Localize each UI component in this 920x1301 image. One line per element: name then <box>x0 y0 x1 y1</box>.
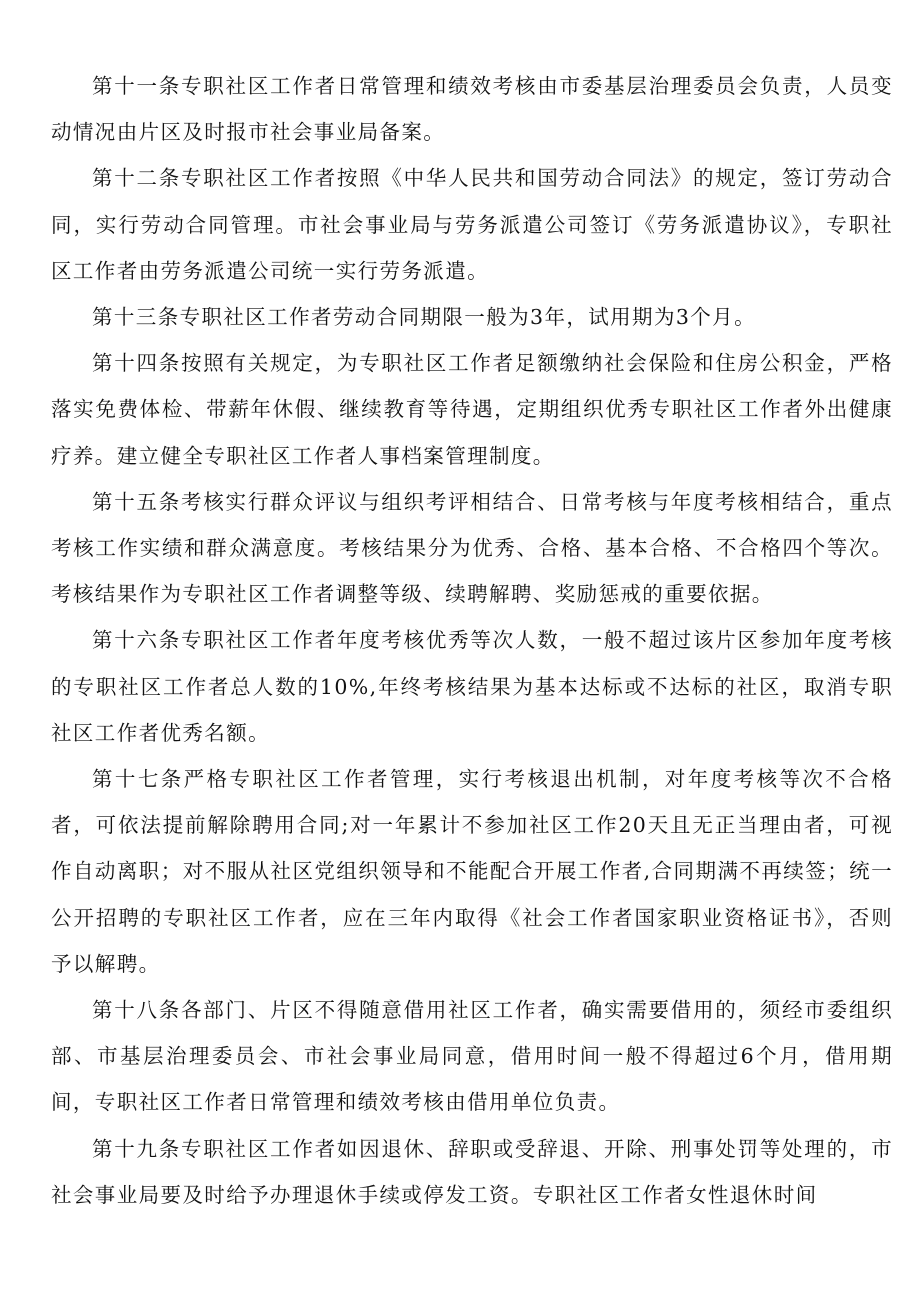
document-page <box>51 63 893 1218</box>
article-14-paragraph: 第十四条按照有关规定，为专职社区工作者足额缴纳社会保险和住房公积金，严格落实免费体检、带薪年休假、继续教育等待遇，定期组织优秀专职社区工作者外出健康疗养。建立健全专职社区工作者人事档案管理制度。 <box>51 351 893 468</box>
article-18-paragraph: 第十八条各部门、片区不得随意借用社区工作者，确实需要借用的，须经市委组织部、市基层治理委员会、市社会事业局同意，借用时间一般不得超过6个月，借用期间，专职社区工作者日常管理和绩效考核由借用单位负责。 <box>51 998 893 1115</box>
article-15-paragraph: 第十五条考核实行群众评议与组织考评相结合、日常考核与年度考核相结合，重点考核工作实绩和群众满意度。考核结果分为优秀、合格、基本合格、不合格四个等次。考核结果作为专职社区工作者调整等级、续聘解聘、奖励惩戒的重要依据。 <box>51 489 893 607</box>
article-12-paragraph: 第十二条专职社区工作者按照《中华人民共和国劳动合同法》的规定，签订劳动合同，实行劳动合同管理。市社会事业局与劳务派遣公司签订《劳务派遣协议》，专职社区工作者由劳务派遣公司统一实行劳务派遣。 <box>51 166 893 283</box>
article-16-paragraph: 第十六条专职社区工作者年度考核优秀等次人数，一般不超过该片区参加年度考核的专职社区工作者总人数的10%,年终考核结果为基本达标或不达标的社区，取消专职社区工作者优秀名额。 <box>51 628 893 745</box>
article-19-paragraph: 第十九条专职社区工作者如因退休、辞职或受辞退、开除、刑事处罚等处理的，市社会事业局要及时给予办理退休手续或停发工资。专职社区工作者女性退休时间 <box>51 1136 893 1207</box>
article-17-paragraph: 第十七条严格专职社区工作者管理，实行考核退出机制，对年度考核等次不合格者，可依法提前解除聘用合同;对一年累计不参加社区工作20天且无正当理由者，可视作自动离职；对不服从社区党组织领导和不能配合开展工作者,合同期满不再续签；统一公开招聘的专职社区工作者，应在三年内取得《社会工作者国家职业资格证书》，否则予以解聘。 <box>51 767 893 976</box>
article-11-paragraph: 第十一条专职社区工作者日常管理和绩效考核由市委基层治理委员会负责，人员变动情况由片区及时报市社会事业局备案。 <box>51 74 893 145</box>
article-13-paragraph: 第十三条专职社区工作者劳动合同期限一般为3年，试用期为3个月。 <box>92 305 756 330</box>
